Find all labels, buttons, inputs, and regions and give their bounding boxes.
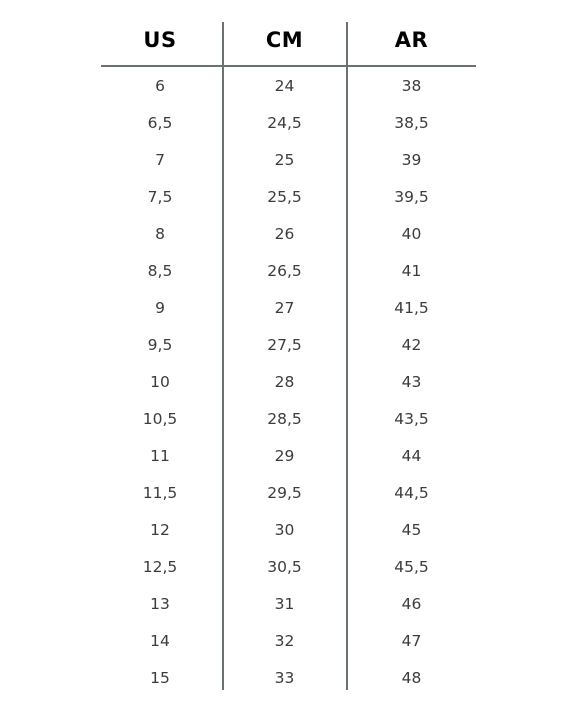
ar-size-cell: 40 xyxy=(401,225,422,243)
us-size-cell: 11 xyxy=(150,447,170,465)
table-row xyxy=(101,512,476,549)
ar-size-cell: 44,5 xyxy=(394,484,429,502)
cm-size-cell: 29 xyxy=(274,447,295,465)
us-size-cell: 14 xyxy=(150,632,170,650)
ar-size-cell: 47 xyxy=(401,632,422,650)
us-size-cell: 6,5 xyxy=(147,114,173,132)
cm-size-cell: 24 xyxy=(274,77,295,95)
ar-size-cell: 38,5 xyxy=(394,114,429,132)
table-row xyxy=(101,438,476,475)
table-row xyxy=(101,327,476,364)
table-row xyxy=(101,364,476,401)
us-size-cell: 7 xyxy=(155,151,165,169)
column-header-ar: AR xyxy=(394,28,429,52)
us-size-cell: 11,5 xyxy=(142,484,178,502)
us-size-cell: 6 xyxy=(155,77,165,95)
cm-size-cell: 31 xyxy=(274,595,295,613)
us-size-cell: 8 xyxy=(155,225,165,243)
cm-size-cell: 27,5 xyxy=(267,336,302,354)
table-row xyxy=(101,475,476,512)
us-size-cell: 9,5 xyxy=(147,336,173,354)
us-size-cell: 10 xyxy=(150,373,170,391)
cm-size-cell: 25 xyxy=(274,151,295,169)
table-body xyxy=(101,68,476,697)
column-header-us: US xyxy=(143,28,177,52)
table-row xyxy=(101,549,476,586)
us-size-cell: 8,5 xyxy=(147,262,173,280)
ar-size-cell: 48 xyxy=(401,669,422,687)
ar-size-cell: 45 xyxy=(401,521,422,539)
us-size-cell: 7,5 xyxy=(147,188,173,206)
cm-size-cell: 25,5 xyxy=(267,188,302,206)
header-divider xyxy=(101,65,476,67)
table-row xyxy=(101,253,476,290)
table-row xyxy=(101,290,476,327)
cm-size-cell: 30 xyxy=(274,521,295,539)
cm-size-cell: 27 xyxy=(274,299,295,317)
ar-size-cell: 43 xyxy=(401,373,422,391)
cm-size-cell: 29,5 xyxy=(267,484,302,502)
ar-size-cell: 39 xyxy=(401,151,422,169)
us-size-cell: 13 xyxy=(150,595,170,613)
table-row xyxy=(101,623,476,660)
ar-size-cell: 42 xyxy=(401,336,422,354)
table-row xyxy=(101,105,476,142)
table-row xyxy=(101,142,476,179)
table-row xyxy=(101,216,476,253)
table-header xyxy=(101,22,476,65)
cm-size-cell: 24,5 xyxy=(267,114,302,132)
ar-size-cell: 43,5 xyxy=(394,410,429,428)
cm-size-cell: 30,5 xyxy=(267,558,302,576)
table-row xyxy=(101,660,476,697)
ar-size-cell: 41,5 xyxy=(394,299,429,317)
ar-size-cell: 39,5 xyxy=(394,188,429,206)
cm-size-cell: 26,5 xyxy=(267,262,302,280)
us-size-cell: 12 xyxy=(150,521,170,539)
us-size-cell: 10,5 xyxy=(142,410,178,428)
table-row xyxy=(101,179,476,216)
cm-size-cell: 28 xyxy=(274,373,295,391)
us-size-cell: 9 xyxy=(155,299,165,317)
cm-size-cell: 26 xyxy=(274,225,295,243)
cm-size-cell: 32 xyxy=(274,632,295,650)
table-row xyxy=(101,401,476,438)
us-size-cell: 15 xyxy=(150,669,170,687)
ar-size-cell: 41 xyxy=(401,262,422,280)
table-row xyxy=(101,586,476,623)
size-conversion-table xyxy=(101,22,476,692)
ar-size-cell: 46 xyxy=(401,595,422,613)
ar-size-cell: 44 xyxy=(401,447,422,465)
ar-size-cell: 45,5 xyxy=(394,558,429,576)
table-row xyxy=(101,68,476,105)
column-header-cm: CM xyxy=(265,28,304,52)
cm-size-cell: 33 xyxy=(274,669,295,687)
us-size-cell: 12,5 xyxy=(142,558,178,576)
cm-size-cell: 28,5 xyxy=(267,410,302,428)
ar-size-cell: 38 xyxy=(401,77,422,95)
